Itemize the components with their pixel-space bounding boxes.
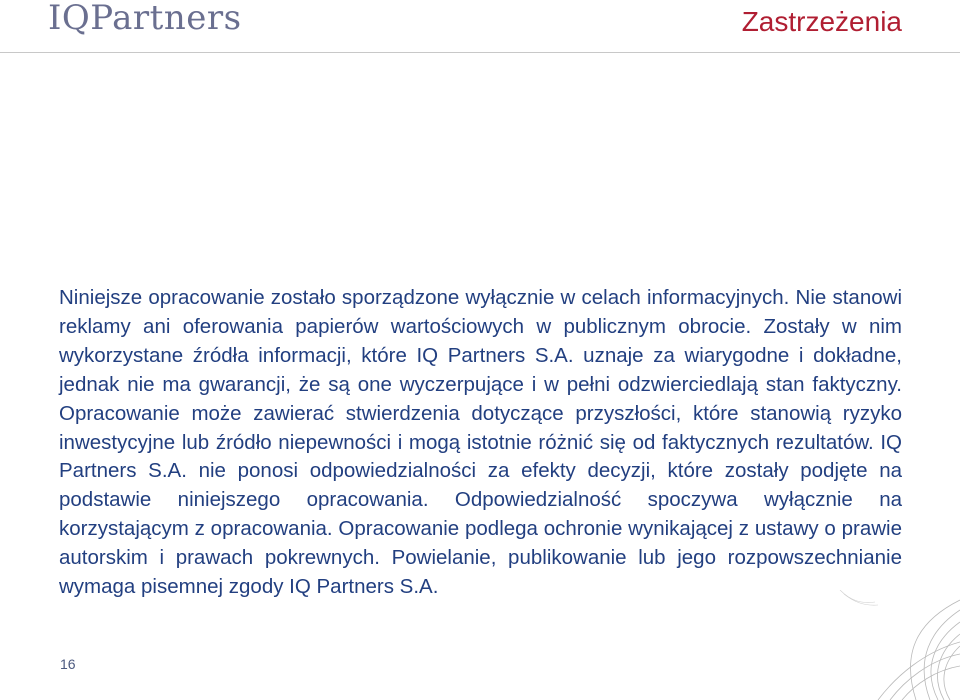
- slide-title: Zastrzeżenia: [741, 6, 902, 37]
- iq-partners-logo: [48, 0, 242, 38]
- disclaimer-text: Niniejsze opracowanie zostało sporządzone wyłącznie w celach informacyjnych. Nie stanowi reklamy ani oferowania papierów wartościowych w publicznym obrocie. Zostały w nim wykorzystane źródła informacji, które IQ Partners S.A. uznaje za wiarygodne i dokładne, jednak nie ma gwarancji, że są one wyczerpujące i w pełni odzwierciedlają stan faktyczny. Opracowanie może zawierać stwierdzenia dotyczące przyszłości, które stanowią ryzyko inwestycyjne lub źródło niepewności i mogą istotnie różnić się od faktycznych rezultatów. IQ Partners S.A. nie ponosi odpowiedzialności za efekty decyzji, które zostały podjęte na podstawie niniejszego opracowania. Odpowiedzialność spoczywa wyłącznie na korzystającym z opracowania. Opracowanie podlega ochronie wynikającej z ustawy o prawie autorskim i prawach pokrewnych. Powielanie, publikowanie lub jego rozpowszechnianie wymaga pisemnej zgody IQ Partners S.A.: [59, 286, 902, 599]
- logo-text: IQPartners: [48, 0, 242, 38]
- header-divider: [0, 52, 960, 53]
- page-number: 16: [60, 656, 76, 672]
- decorative-swirl-icon: [820, 590, 960, 700]
